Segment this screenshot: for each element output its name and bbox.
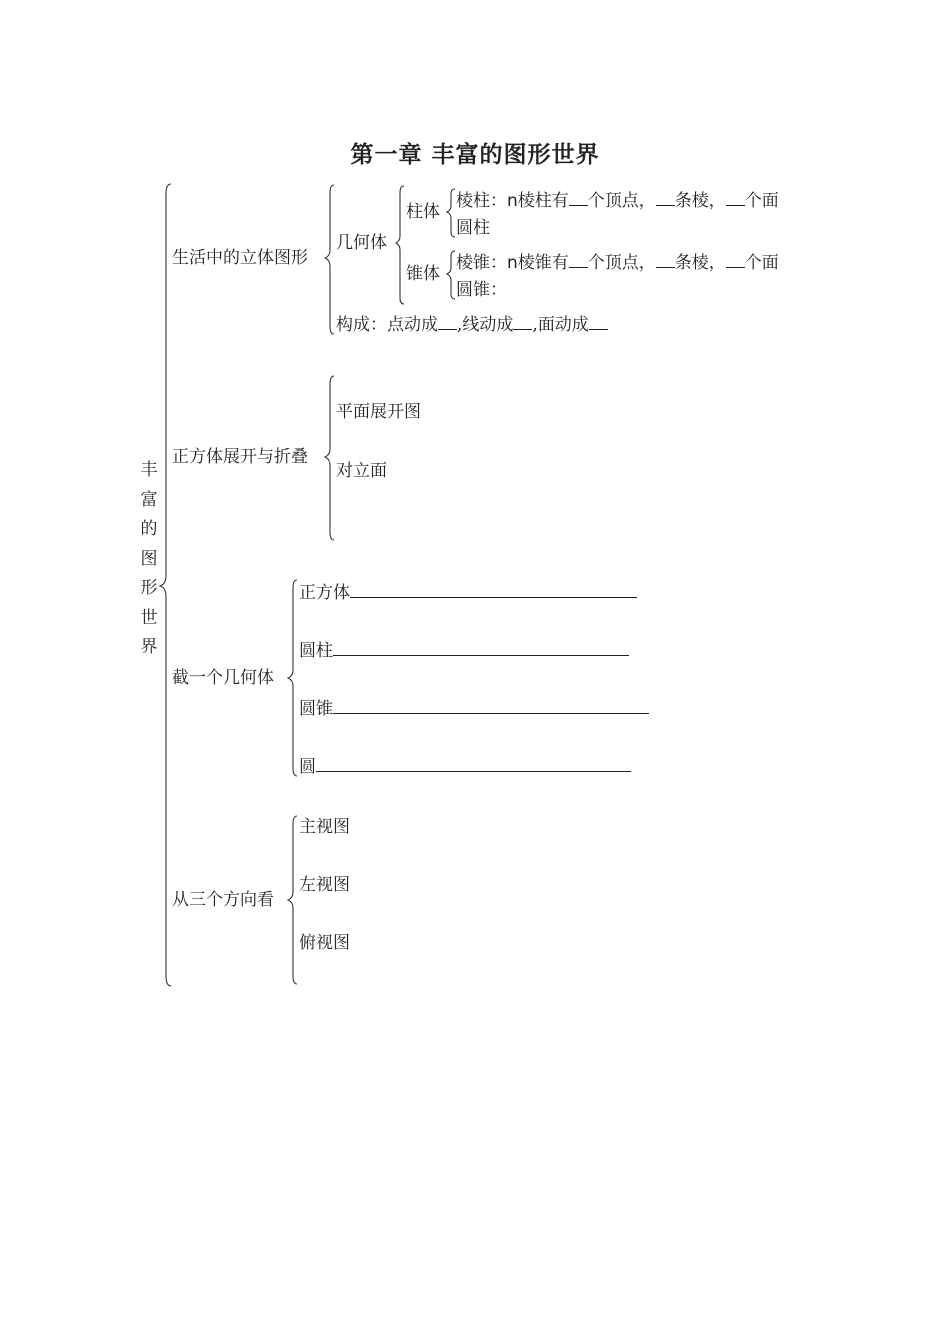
cut-cone-label: 圆锥 (299, 699, 333, 719)
view-item-top: 俯视图 (299, 933, 350, 953)
geometry-brace (396, 186, 404, 304)
pyramid-vertices-blank[interactable] (569, 251, 588, 268)
prism-prefix: 棱柱： (456, 191, 507, 211)
pyramid-faces: 个面 (744, 253, 779, 273)
views-brace (288, 816, 297, 984)
cone-brace (447, 251, 455, 299)
cut-cube-label: 正方体 (299, 583, 350, 603)
cut-cylinder-label: 圆柱 (299, 641, 333, 661)
plane-moves: 面动成 (537, 315, 589, 335)
pyramid-vertices: 个顶点， (587, 253, 656, 273)
cube-brace (325, 376, 334, 540)
cut-circle-label: 圆 (299, 757, 316, 777)
pyramid-edges-blank[interactable] (656, 251, 675, 268)
pyramid-line (456, 251, 779, 273)
cut-item-cylinder (299, 639, 629, 661)
prism-edges: 条棱， (674, 191, 726, 211)
life-brace (325, 185, 334, 334)
page-title: 第一章 丰富的图形世界 (350, 141, 600, 168)
pyramid-edges: 条棱， (674, 253, 726, 273)
prism-faces-blank[interactable] (726, 189, 745, 206)
line-moves: 线动成 (462, 315, 514, 335)
pyramid-faces-blank[interactable] (726, 251, 745, 268)
line-moves-blank[interactable] (513, 313, 532, 330)
comma-1: , (457, 315, 463, 335)
prism-group-label: 柱体 (406, 202, 440, 222)
view-item-front: 主视图 (299, 817, 350, 837)
prism-vertices-blank[interactable] (569, 189, 588, 206)
prism-edges-blank[interactable] (656, 189, 675, 206)
view-item-left: 左视图 (299, 875, 350, 895)
root-label: 丰富的图形世界 (140, 460, 158, 657)
cylinder-label: 圆柱 (456, 218, 490, 238)
prism-brace (447, 189, 455, 237)
life-branch-label: 生活中的立体图形 (172, 248, 308, 268)
prism-line (456, 189, 779, 211)
composition-prefix: 构成：点动成 (336, 315, 438, 335)
cut-cone-blank[interactable] (333, 697, 649, 714)
views-branch-label: 从三个方向看 (172, 890, 274, 910)
composition-line (336, 313, 608, 335)
cut-item-cube (299, 581, 637, 603)
cube-item-opposite: 对立面 (336, 461, 387, 481)
cut-branch-label: 截一个几何体 (172, 668, 274, 688)
pyramid-prefix: 棱锥： (456, 253, 507, 273)
pyramid-has: 棱锥有 (517, 253, 569, 273)
cut-item-circle (299, 755, 631, 777)
cube-branch-label: 正方体展开与折叠 (172, 447, 308, 467)
cube-item-net: 平面展开图 (336, 402, 421, 422)
prism-faces: 个面 (744, 191, 779, 211)
cut-cube-blank[interactable] (350, 581, 637, 598)
plane-moves-blank[interactable] (589, 313, 608, 330)
cone-group-label: 锥体 (406, 264, 440, 284)
prism-has: 棱柱有 (517, 191, 569, 211)
prism-n: n (507, 191, 518, 211)
cut-cylinder-blank[interactable] (333, 639, 629, 656)
root-brace (160, 184, 171, 986)
cut-brace (288, 580, 297, 776)
pyramid-n: n (507, 253, 518, 273)
prism-vertices: 个顶点， (587, 191, 656, 211)
comma-2: , (532, 315, 538, 335)
cone-label: 圆锥： (456, 280, 507, 300)
point-moves-blank[interactable] (438, 313, 457, 330)
geometry-label: 几何体 (336, 233, 387, 253)
cut-circle-blank[interactable] (316, 755, 631, 772)
cut-item-cone (299, 697, 649, 719)
